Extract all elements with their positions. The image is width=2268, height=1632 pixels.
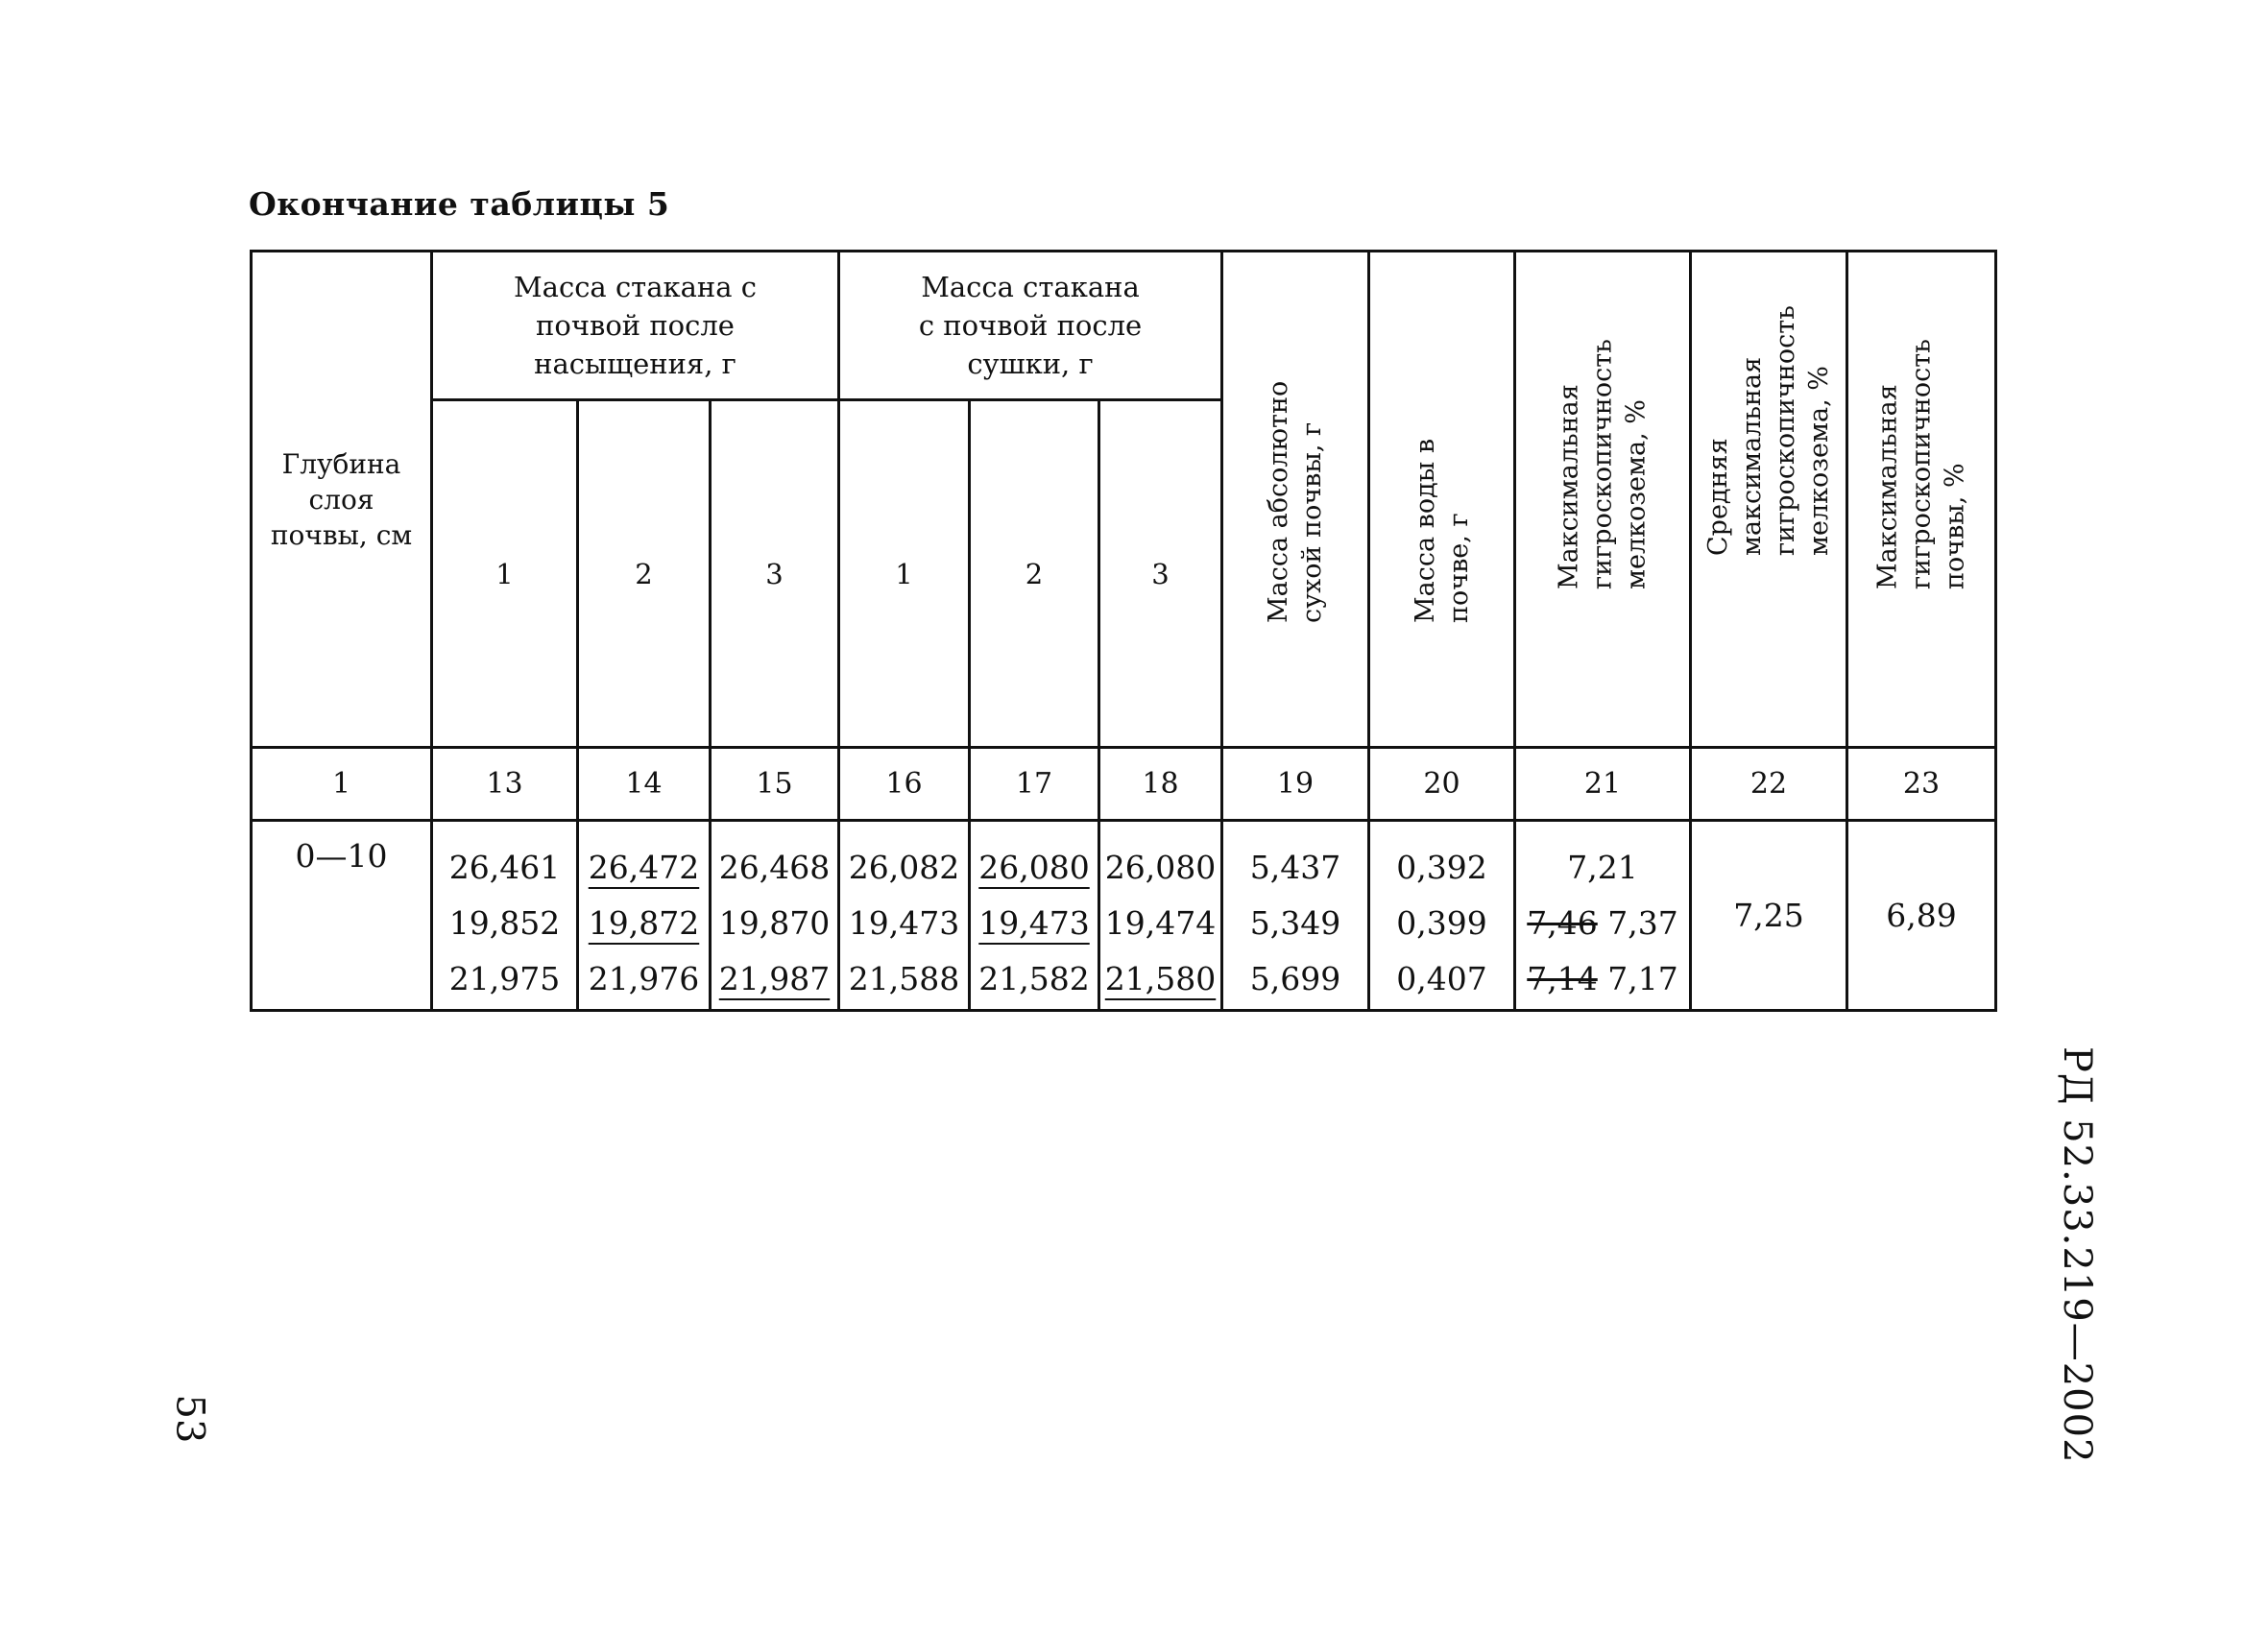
column-number: 14 bbox=[578, 748, 711, 821]
value: 19,474 bbox=[1104, 903, 1217, 942]
value: 21,976 bbox=[588, 959, 700, 997]
value: 21,582 bbox=[978, 959, 1090, 997]
dry-1-cell bbox=[839, 821, 970, 1011]
header-max-hygro-soil: Максимальная гигроскопичность почвы, % bbox=[1847, 252, 1996, 748]
value: 26,461 bbox=[448, 848, 561, 886]
depth-value: 0—10 bbox=[252, 821, 432, 1011]
value: 26,472 bbox=[588, 848, 700, 886]
struck-value: 7,46 bbox=[1527, 903, 1598, 942]
header-dry-2: 2 bbox=[970, 400, 1099, 748]
value: 19,872 bbox=[588, 903, 700, 942]
column-number: 1 bbox=[252, 748, 432, 821]
column-number: 13 bbox=[432, 748, 578, 821]
header-saturation-group: Масса стакана с почвой после насыщения, г bbox=[432, 252, 839, 400]
sat-1-cell bbox=[432, 821, 578, 1011]
header-sat-3: 3 bbox=[711, 400, 839, 748]
column-number: 23 bbox=[1847, 748, 1996, 821]
sat-2-cell bbox=[578, 821, 711, 1011]
value: 26,468 bbox=[718, 848, 831, 886]
value: 0,392 bbox=[1396, 848, 1487, 886]
column-number: 17 bbox=[970, 748, 1099, 821]
header-avg-max-hygro-fine: Средняя максимальная гигроскопичность мелкозема, % bbox=[1691, 252, 1847, 748]
header-depth: Глубина слоя почвы, см bbox=[252, 252, 432, 748]
header-water-mass: Масса воды в почве, г bbox=[1369, 252, 1515, 748]
value: 19,852 bbox=[448, 903, 561, 942]
header-dry-3: 3 bbox=[1099, 400, 1222, 748]
value: 26,082 bbox=[848, 848, 960, 886]
page-number: 53 bbox=[167, 1394, 212, 1444]
dry-mass-cell bbox=[1222, 821, 1369, 1011]
value: 19,870 bbox=[718, 903, 831, 942]
header-dry-mass: Масса абсолютно сухой почвы, г bbox=[1222, 252, 1369, 748]
value: 19,473 bbox=[978, 903, 1090, 942]
value: 0,399 bbox=[1396, 903, 1487, 942]
column-number: 21 bbox=[1515, 748, 1691, 821]
value: 7,21 bbox=[1567, 848, 1638, 886]
document-id: РД 52.33.219—2002 bbox=[2055, 1046, 2099, 1464]
value: 21,975 bbox=[448, 959, 561, 997]
value: 21,580 bbox=[1104, 959, 1217, 997]
header-sat-2: 2 bbox=[578, 400, 711, 748]
sat-3-cell bbox=[711, 821, 839, 1011]
value: 19,473 bbox=[848, 903, 960, 942]
value: 5,699 bbox=[1249, 959, 1341, 997]
water-mass-cell bbox=[1369, 821, 1515, 1011]
results-table bbox=[250, 250, 1997, 1012]
value: 0,407 bbox=[1396, 959, 1487, 997]
column-number: 22 bbox=[1691, 748, 1847, 821]
table-caption: Окончание таблицы 5 bbox=[249, 185, 670, 223]
struck-value: 7,14 bbox=[1527, 959, 1598, 997]
value: 7,37 bbox=[1607, 903, 1678, 942]
value: 5,437 bbox=[1249, 848, 1341, 886]
value: 26,080 bbox=[1104, 848, 1217, 886]
value: 5,349 bbox=[1249, 903, 1341, 942]
value: 21,987 bbox=[718, 959, 831, 997]
header-drying-group: Масса стакана с почвой после сушки, г bbox=[839, 252, 1222, 400]
dry-2-cell bbox=[970, 821, 1099, 1011]
column-number: 20 bbox=[1369, 748, 1515, 821]
header-dry-1: 1 bbox=[839, 400, 970, 748]
column-number: 18 bbox=[1099, 748, 1222, 821]
value: 26,080 bbox=[978, 848, 1090, 886]
header-sat-1: 1 bbox=[432, 400, 578, 748]
column-number: 16 bbox=[839, 748, 970, 821]
max-hygro-soil-cell: 6,89 bbox=[1847, 821, 1996, 1011]
header-max-hygro-fine: Максимальная гигроскопичность мелкозема, % bbox=[1515, 252, 1691, 748]
value: 7,17 bbox=[1607, 959, 1678, 997]
column-number: 15 bbox=[711, 748, 839, 821]
column-number: 19 bbox=[1222, 748, 1369, 821]
avg-max-hygro-fine-cell: 7,25 bbox=[1691, 821, 1847, 1011]
dry-3-cell bbox=[1099, 821, 1222, 1011]
value: 21,588 bbox=[848, 959, 960, 997]
max-hygro-fine-cell bbox=[1515, 821, 1691, 1011]
